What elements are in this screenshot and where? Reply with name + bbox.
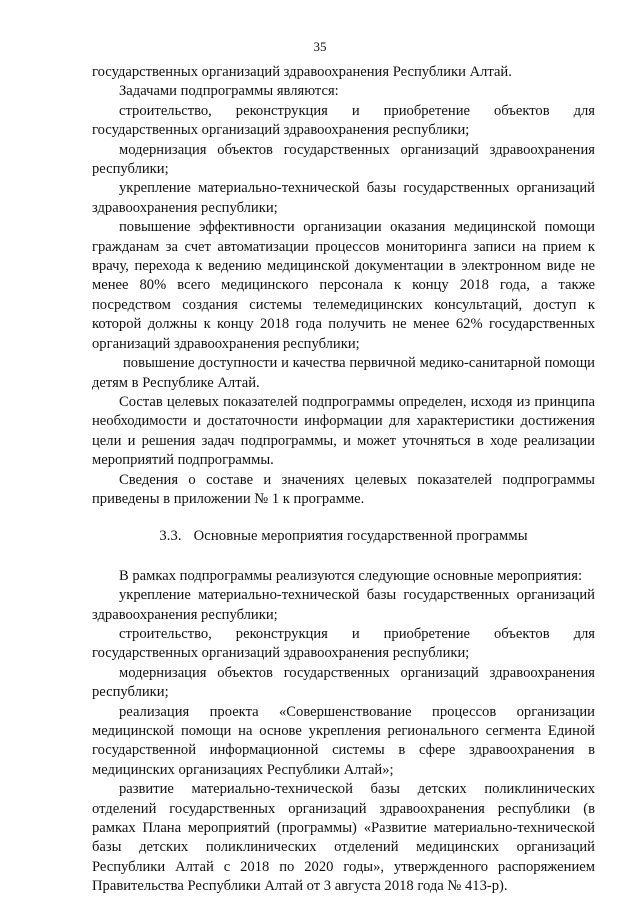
paragraph: укрепление материально-технической базы государственных организаций здравоохранения республики; [92,180,595,216]
paragraph: строительство, реконструкция и приобретение объектов для государственных организаций здравоохранения республики; [92,625,595,662]
paragraph: В рамках подпрограммы реализуются следующие основные мероприятия: [119,567,583,584]
paragraph: модернизация объектов государственных организаций здравоохранения республики; [92,141,595,178]
paragraph: государственных организаций здравоохранения Республики Алтай. [92,64,512,80]
paragraph: модернизация объектов государственных организаций здравоохранения республики; [92,664,595,701]
paragraph: Состав целевых показателей подпрограммы определен, исходя из принципа необходимости и достаточности информации для характеристики достижения цели и решения задач подпрограммы, и может уточняться в ходе реализации мероприятий подпрограммы. [92,393,595,469]
page-number: 35 [313,39,327,54]
paragraph: укрепление материально-технической базы государственных организаций здравоохранения республики; [92,587,595,623]
paragraph: повышение доступности и качества первичной медико-санитарной помощи детям в Республике Алтай. [92,355,595,391]
paragraph: Сведения о составе и значениях целевых показателей подпрограммы приведены в приложении № 1 к программе. [92,471,595,507]
section-number: 3.3. [159,528,182,545]
document-body [92,63,595,897]
section-heading [92,527,595,546]
paragraph: развитие материально-технической базы детских поликлинических отделений государственных организаций здравоохранения республики (в рамках Плана мероприятий (программы) «Развитие материально-технической базы детских поликлинических отделений медицинских организаций Республики Алтай с 2018 по 2020 годы», утвержденного распоряжением Правительства Республики Алтай от 3 августа 2018 года № 413-р). [92,781,595,895]
paragraph: Задачами подпрограммы являются: [119,83,339,100]
paragraph: реализация проекта «Совершенствование процессов организации медицинской помощи на основе укрепления регионального сегмента Единой государственной информационной системы в сфере здравоохранения в медицинских организациях Республики Алтай»; [92,703,595,778]
section-title: Основные мероприятия государственной программы [193,528,528,545]
paragraph: повышение эффективности организации оказания медицинской помощи гражданам за счет автоматизации процессов мониторинга записи на прием к врачу, перехода к ведению медицинской документации в электронном виде не менее 80% всего медицинского персонала к концу 2018 года, а также посредством создания системы телемедицинских консультаций, доступ к которой должны к концу 2018 года получить не менее 62% государственных организаций здравоохранения республики; [92,219,595,352]
paragraph: строительство, реконструкция и приобретение объектов для государственных организаций здравоохранения республики; [92,102,595,139]
